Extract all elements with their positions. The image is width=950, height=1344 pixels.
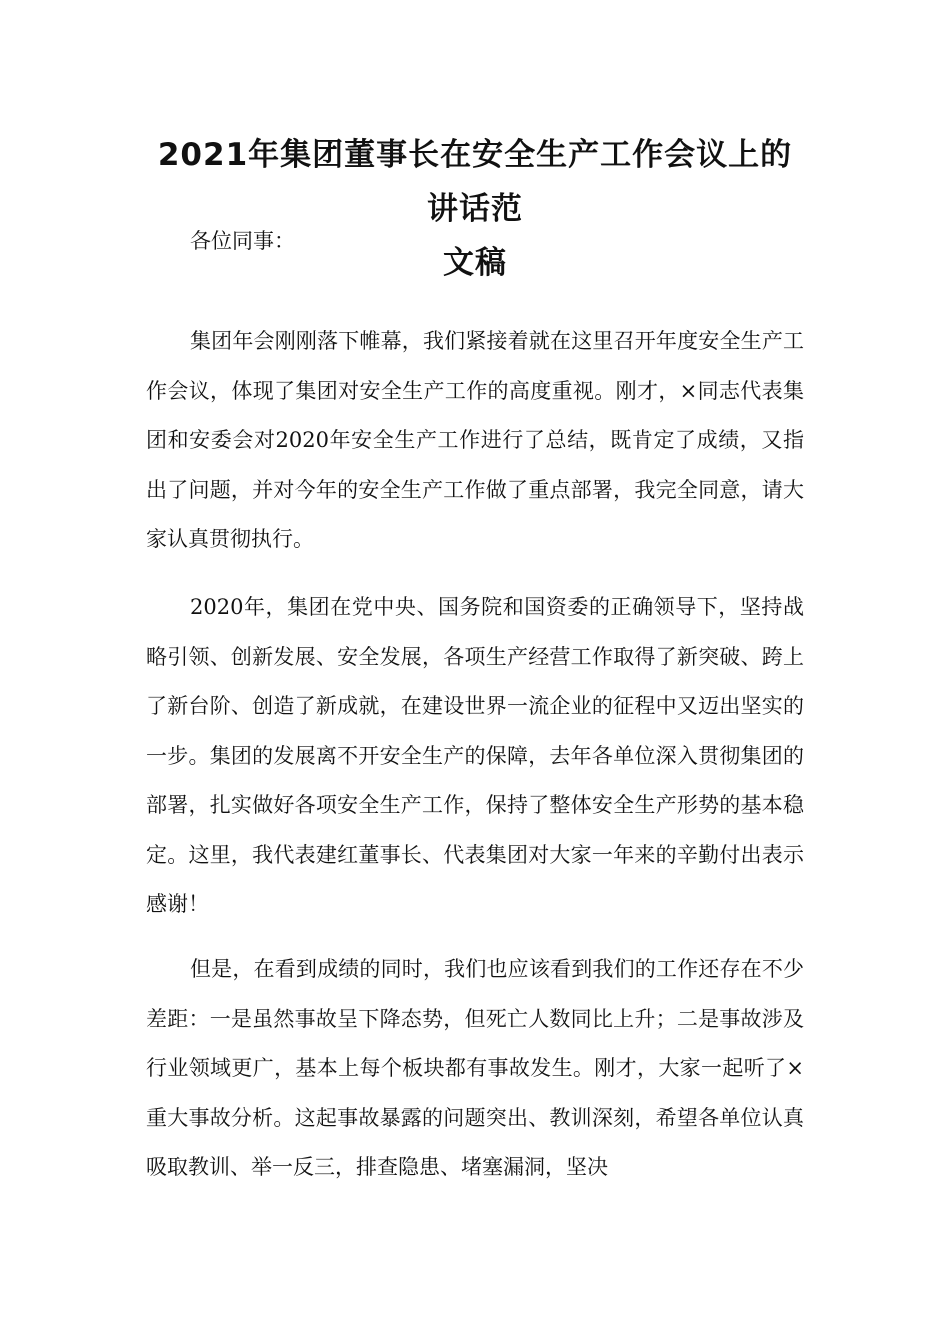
- paragraph-1: 集团年会刚刚落下帷幕，我们紧接着就在这里召开年度安全生产工作会议，体现了集团对安全生产工作的高度重视。刚才，×同志代表集团和安委会对2020年安全生产工作进行了总结，既肯定了成绩，又指出了问题，并对今年的安全生产工作做了重点部署，我完全同意，请大家认真贯彻执行。: [146, 329, 804, 551]
- title-line-1: 2021年集团董事长在安全生产工作会议上的讲话范: [157, 137, 793, 227]
- paragraph-3: 但是，在看到成绩的同时，我们也应该看到我们的工作还存在不少差距：一是虽然事故呈下降态势，但死亡人数同比上升；二是事故涉及行业领域更广，基本上每个板块都有事故发生。刚才，大家一起听了×重大事故分析。这起事故暴露的问题突出、教训深刻，希望各单位认真吸取教训、举一反三，排查隐患、堵塞漏洞，坚决: [146, 957, 804, 1179]
- title-line-2: 文稿: [443, 245, 507, 281]
- salutation: 各位同事：: [190, 229, 295, 253]
- document-title: [146, 128, 804, 290]
- paragraph-2: 2020年，集团在党中央、国务院和国资委的正确领导下，坚持战略引领、创新发展、安全发展，各项生产经营工作取得了新突破、跨上了新台阶、创造了新成就，在建设世界一流企业的征程中又迈出坚实的一步。集团的发展离不开安全生产的保障，去年各单位深入贯彻集团的部署，扎实做好各项安全生产工作，保持了整体安全生产形势的基本稳定。这里，我代表建红董事长、代表集团对大家一年来的辛勤付出表示感谢！: [146, 595, 804, 916]
